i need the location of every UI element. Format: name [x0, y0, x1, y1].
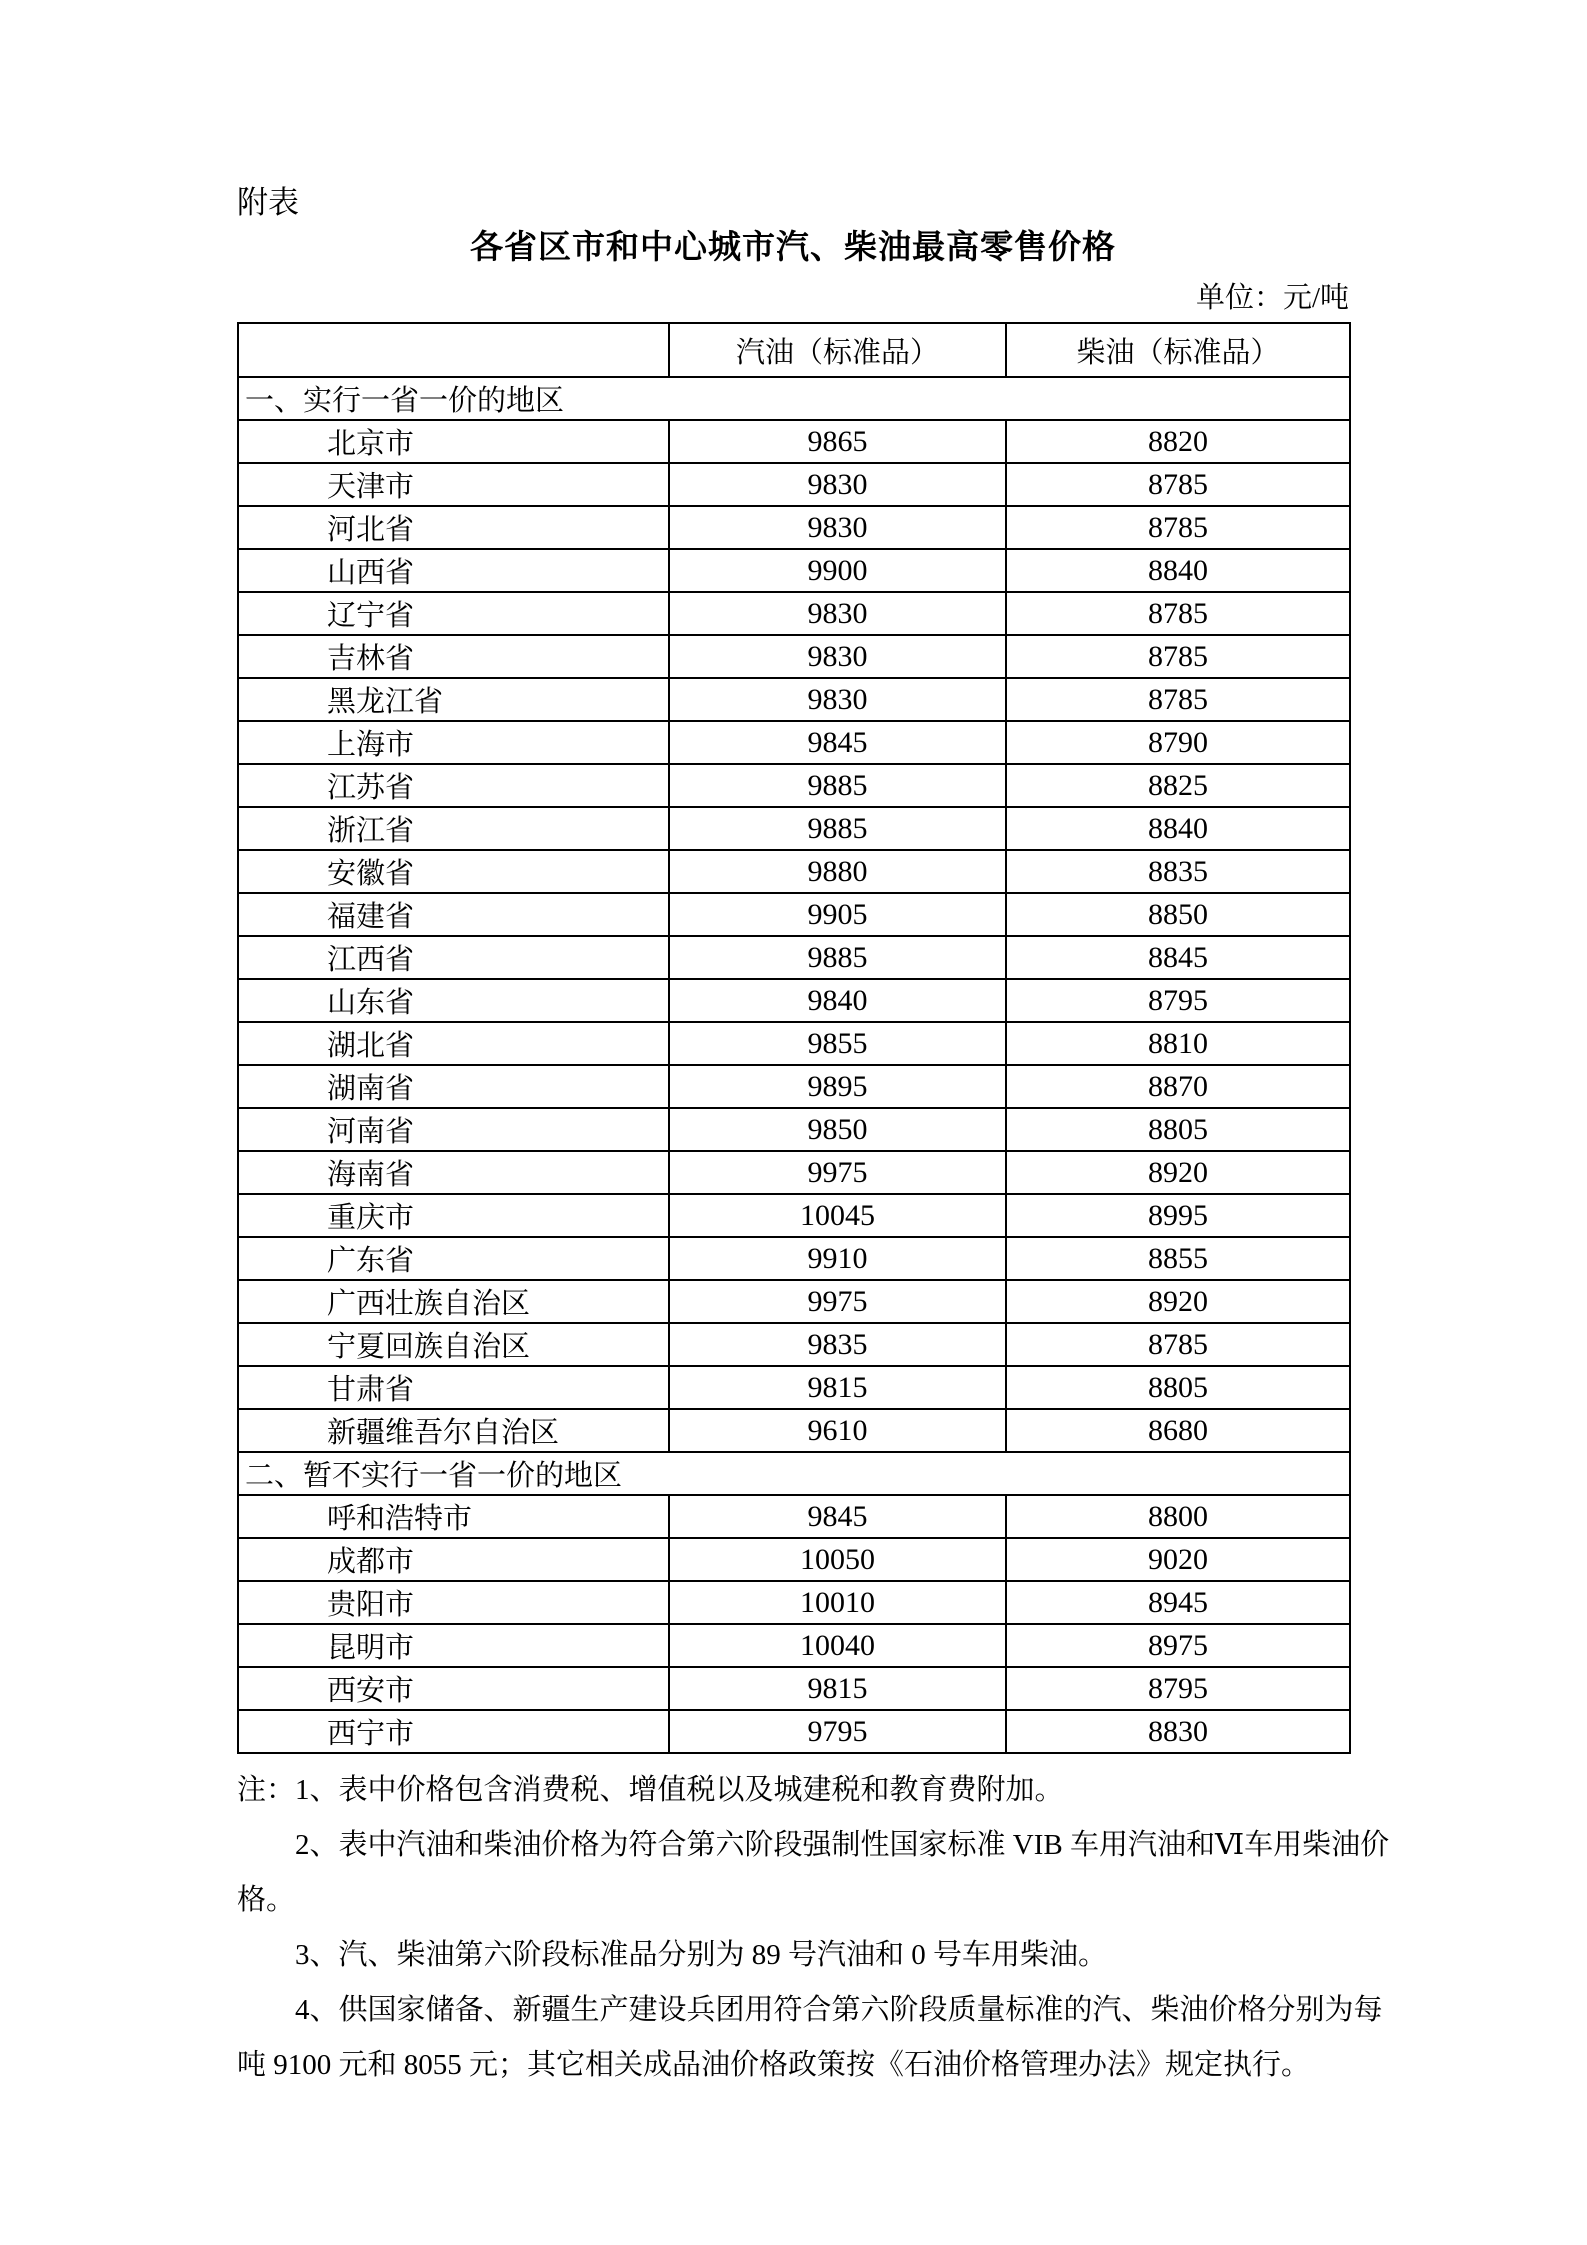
diesel-price: 8945	[1006, 1581, 1350, 1624]
diesel-price: 8785	[1006, 463, 1350, 506]
gasoline-price: 9855	[669, 1022, 1006, 1065]
region-name: 昆明市	[238, 1624, 669, 1667]
table-row	[238, 721, 1350, 764]
gasoline-column-header: 汽油（标准品）	[669, 323, 1006, 377]
table-row	[238, 1237, 1350, 1280]
region-name: 北京市	[238, 420, 669, 463]
region-name: 浙江省	[238, 807, 669, 850]
table-row	[238, 506, 1350, 549]
region-name: 重庆市	[238, 1194, 669, 1237]
gasoline-price: 9845	[669, 721, 1006, 764]
gasoline-price: 10010	[669, 1581, 1006, 1624]
diesel-price: 8805	[1006, 1108, 1350, 1151]
table-body	[238, 377, 1350, 1753]
section-header: 一、实行一省一价的地区	[238, 377, 1350, 420]
diesel-price: 8820	[1006, 420, 1350, 463]
table-row	[238, 1495, 1350, 1538]
table-row	[238, 1323, 1350, 1366]
region-column-header	[238, 323, 669, 377]
gasoline-price: 9815	[669, 1366, 1006, 1409]
gasoline-price: 10050	[669, 1538, 1006, 1581]
table-row	[238, 1065, 1350, 1108]
table-row	[238, 1710, 1350, 1753]
table-row	[238, 936, 1350, 979]
gasoline-price: 9840	[669, 979, 1006, 1022]
gasoline-price: 9610	[669, 1409, 1006, 1452]
table-row	[238, 979, 1350, 1022]
gasoline-price: 9815	[669, 1667, 1006, 1710]
table-row	[238, 807, 1350, 850]
diesel-price: 8785	[1006, 635, 1350, 678]
table-row	[238, 678, 1350, 721]
gasoline-price: 9885	[669, 807, 1006, 850]
section-header-row	[238, 377, 1350, 420]
gasoline-price: 9830	[669, 592, 1006, 635]
region-name: 福建省	[238, 893, 669, 936]
region-name: 山东省	[238, 979, 669, 1022]
gasoline-price: 9830	[669, 506, 1006, 549]
diesel-price: 8870	[1006, 1065, 1350, 1108]
region-name: 呼和浩特市	[238, 1495, 669, 1538]
gasoline-price: 9865	[669, 420, 1006, 463]
table-row	[238, 1151, 1350, 1194]
note-line: 3、汽、柴油第六阶段标准品分别为 89 号汽油和 0 号车用柴油。	[295, 1939, 1108, 1971]
region-name: 新疆维吾尔自治区	[238, 1409, 669, 1452]
gasoline-price: 9975	[669, 1280, 1006, 1323]
diesel-price: 8785	[1006, 592, 1350, 635]
region-name: 西宁市	[238, 1710, 669, 1753]
gasoline-price: 9885	[669, 764, 1006, 807]
region-name: 江西省	[238, 936, 669, 979]
region-name: 湖南省	[238, 1065, 669, 1108]
region-name: 黑龙江省	[238, 678, 669, 721]
region-name: 辽宁省	[238, 592, 669, 635]
diesel-price: 9020	[1006, 1538, 1350, 1581]
region-name: 湖北省	[238, 1022, 669, 1065]
price-table	[237, 322, 1351, 1754]
note-line: 吨 9100 元和 8055 元；其它相关成品油价格政策按《石油价格管理办法》规定执行。	[237, 2049, 1311, 2081]
table-row	[238, 1194, 1350, 1237]
diesel-price: 8835	[1006, 850, 1350, 893]
region-name: 河南省	[238, 1108, 669, 1151]
region-name: 宁夏回族自治区	[238, 1323, 669, 1366]
table-row	[238, 1667, 1350, 1710]
table-row	[238, 1280, 1350, 1323]
region-name: 贵阳市	[238, 1581, 669, 1624]
table-row	[238, 463, 1350, 506]
section-header: 二、暂不实行一省一价的地区	[238, 1452, 1350, 1495]
table-row	[238, 1366, 1350, 1409]
gasoline-price: 9835	[669, 1323, 1006, 1366]
page-title: 各省区市和中心城市汽、柴油最高零售价格	[470, 228, 1116, 265]
gasoline-price: 10040	[669, 1624, 1006, 1667]
gasoline-price: 10045	[669, 1194, 1006, 1237]
region-name: 安徽省	[238, 850, 669, 893]
region-name: 成都市	[238, 1538, 669, 1581]
table-header-row	[238, 323, 1350, 377]
region-name: 河北省	[238, 506, 669, 549]
table-row	[238, 893, 1350, 936]
diesel-price: 8845	[1006, 936, 1350, 979]
region-name: 广东省	[238, 1237, 669, 1280]
gasoline-price: 9795	[669, 1710, 1006, 1753]
diesel-price: 8785	[1006, 506, 1350, 549]
diesel-price: 8805	[1006, 1366, 1350, 1409]
table-row	[238, 1409, 1350, 1452]
note-line: 4、供国家储备、新疆生产建设兵团用符合第六阶段质量标准的汽、柴油价格分别为每	[295, 1994, 1383, 2026]
diesel-column-header: 柴油（标准品）	[1006, 323, 1350, 377]
diesel-price: 8785	[1006, 678, 1350, 721]
diesel-price: 8830	[1006, 1710, 1350, 1753]
table-row	[238, 764, 1350, 807]
table-row	[238, 420, 1350, 463]
diesel-price: 8840	[1006, 549, 1350, 592]
note-line: 注：1、表中价格包含消费税、增值税以及城建税和教育费附加。	[237, 1774, 1064, 1806]
diesel-price: 8850	[1006, 893, 1350, 936]
table-row	[238, 592, 1350, 635]
diesel-price: 8795	[1006, 1667, 1350, 1710]
gasoline-price: 9830	[669, 678, 1006, 721]
note-line: 2、表中汽油和柴油价格为符合第六阶段强制性国家标准 VIB 车用汽油和Ⅵ车用柴油价	[295, 1829, 1390, 1861]
attachment-label: 附表	[237, 185, 299, 220]
diesel-price: 8920	[1006, 1151, 1350, 1194]
note-line: 格。	[237, 1884, 296, 1916]
section-header-row	[238, 1452, 1350, 1495]
table-row	[238, 1624, 1350, 1667]
table-row	[238, 1108, 1350, 1151]
region-name: 山西省	[238, 549, 669, 592]
region-name: 海南省	[238, 1151, 669, 1194]
table-row	[238, 1022, 1350, 1065]
gasoline-price: 9880	[669, 850, 1006, 893]
gasoline-price: 9910	[669, 1237, 1006, 1280]
diesel-price: 8840	[1006, 807, 1350, 850]
diesel-price: 8825	[1006, 764, 1350, 807]
region-name: 天津市	[238, 463, 669, 506]
table-row	[238, 1538, 1350, 1581]
region-name: 西安市	[238, 1667, 669, 1710]
diesel-price: 8855	[1006, 1237, 1350, 1280]
gasoline-price: 9845	[669, 1495, 1006, 1538]
gasoline-price: 9975	[669, 1151, 1006, 1194]
diesel-price: 8810	[1006, 1022, 1350, 1065]
diesel-price: 8995	[1006, 1194, 1350, 1237]
table-row	[238, 635, 1350, 678]
unit-label: 单位：元/吨	[1195, 282, 1349, 314]
gasoline-price: 9885	[669, 936, 1006, 979]
diesel-price: 8975	[1006, 1624, 1350, 1667]
region-name: 广西壮族自治区	[238, 1280, 669, 1323]
region-name: 甘肃省	[238, 1366, 669, 1409]
diesel-price: 8800	[1006, 1495, 1350, 1538]
table-row	[238, 850, 1350, 893]
gasoline-price: 9830	[669, 463, 1006, 506]
gasoline-price: 9830	[669, 635, 1006, 678]
gasoline-price: 9850	[669, 1108, 1006, 1151]
diesel-price: 8920	[1006, 1280, 1350, 1323]
region-name: 吉林省	[238, 635, 669, 678]
diesel-price: 8785	[1006, 1323, 1350, 1366]
gasoline-price: 9905	[669, 893, 1006, 936]
notes	[237, 1763, 1587, 2093]
region-name: 上海市	[238, 721, 669, 764]
diesel-price: 8795	[1006, 979, 1350, 1022]
gasoline-price: 9895	[669, 1065, 1006, 1108]
table-row	[238, 549, 1350, 592]
region-name: 江苏省	[238, 764, 669, 807]
gasoline-price: 9900	[669, 549, 1006, 592]
diesel-price: 8790	[1006, 721, 1350, 764]
diesel-price: 8680	[1006, 1409, 1350, 1452]
table-row	[238, 1581, 1350, 1624]
